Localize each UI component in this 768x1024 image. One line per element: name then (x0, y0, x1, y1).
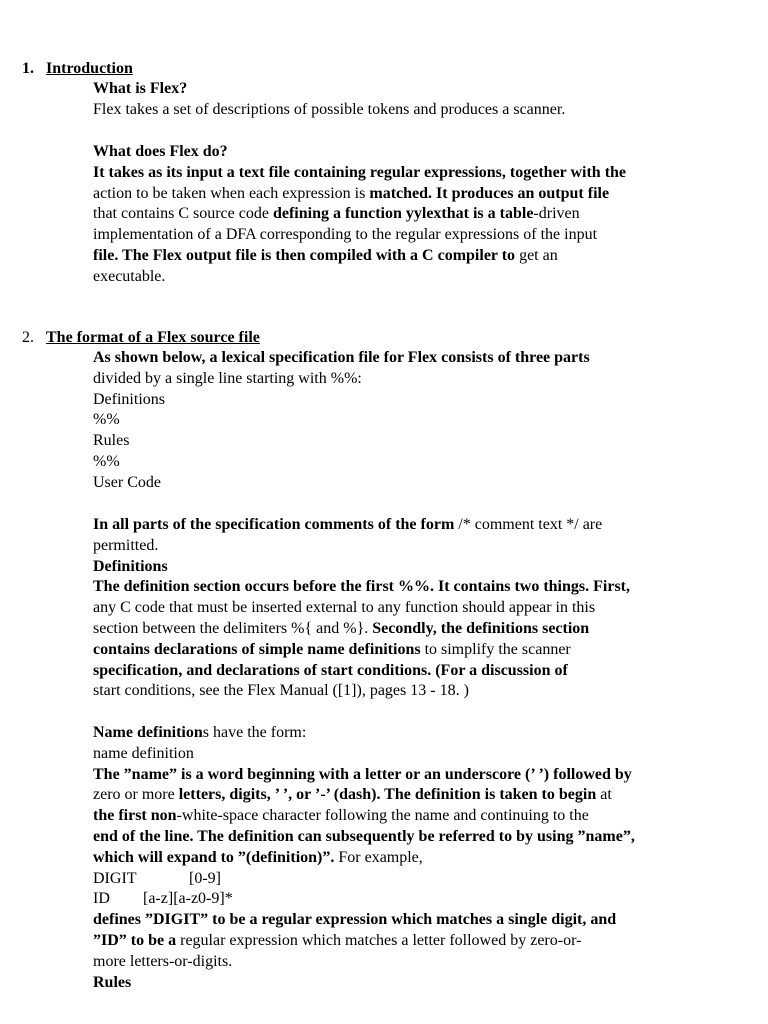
paragraph-line (93, 640, 693, 661)
text-run: file. The Flex output file is then compiled with a C compiler to (93, 246, 520, 264)
paragraph-line (93, 806, 693, 827)
text-run: executable. (93, 267, 166, 285)
paragraph-line (93, 744, 693, 765)
paragraph-line (93, 246, 693, 267)
paragraph-line (93, 431, 693, 452)
text-run: %% (93, 411, 120, 429)
paragraph-line (93, 785, 693, 806)
format-intro-block (93, 348, 693, 494)
definitions-heading: Definitions (93, 557, 168, 575)
what-does-flex-block (93, 142, 693, 288)
text-run: contains declarations of simple name definitions (93, 640, 425, 658)
text-run: specification, and declarations of start conditions. (For a discussion of (93, 661, 568, 679)
text-run: get an (519, 246, 558, 264)
text-run: zero or more (93, 786, 179, 804)
paragraph-line (93, 723, 693, 744)
section-1-title: Introduction (46, 60, 133, 77)
text-run: start conditions, see the Flex Manual ([1]), pages 13 - 18. ) (93, 682, 469, 700)
text-run: any C code that must be inserted external to any function should appear in this (93, 599, 596, 617)
text-run: regular expression which matches a letter followed by zero-or- (180, 931, 582, 949)
text-run: The definition section occurs before the first %%. It contains two things. First, (93, 578, 630, 596)
text-run: which will expand to ”(definition)”. (93, 848, 339, 866)
text-run: Definitions (93, 390, 165, 408)
section-2-number: 2. (22, 329, 34, 346)
text-run: In all parts of the specification comments of the form (93, 516, 459, 533)
paragraph-line (93, 163, 693, 184)
paragraph-line (93, 225, 693, 246)
paragraph-line (93, 184, 693, 205)
example-definition: [a-z][a-z0-9]* (143, 890, 233, 908)
paragraph-line (93, 619, 693, 640)
paragraph-line (93, 515, 693, 536)
text-run: to simplify the scanner (424, 640, 571, 658)
name-definitions-block (93, 723, 693, 993)
example-name: ID (93, 890, 110, 908)
text-run: -white-space character following the name and continuing to the (176, 807, 589, 825)
text-run: Secondly, the definitions section (372, 619, 590, 637)
paragraph-line (93, 931, 693, 952)
example-name: DIGIT (93, 869, 137, 887)
text-run: As shown below, a lexical specification file for Flex consists of three parts (93, 349, 590, 366)
what-is-flex-text: Flex takes a set of descriptions of possible tokens and produces a scanner. (93, 100, 566, 118)
section-2-heading (22, 328, 260, 349)
text-run: /* comment text */ are (458, 516, 603, 533)
text-run: divided by a single line starting with %%: (93, 369, 362, 387)
what-does-flex-heading: What does Flex do? (93, 143, 228, 160)
text-run: that contains C source code (93, 205, 273, 223)
text-run: ”ID” to be a (93, 931, 181, 949)
text-run: section between the delimiters %{ and %}. (93, 619, 373, 637)
text-run: -driven (533, 205, 580, 223)
section-1-heading (22, 59, 133, 80)
text-run: %% (93, 452, 120, 470)
text-run: s have the form: (202, 724, 307, 741)
text-run: For example, (338, 848, 423, 866)
paragraph-line (93, 473, 693, 494)
example-line (93, 889, 693, 910)
text-run: permitted. (93, 536, 159, 554)
text-run: name definition (93, 744, 194, 762)
section-2-title: The format of a Flex source file (46, 329, 260, 346)
text-run: implementation of a DFA corresponding to the regular expressions of the input (93, 226, 598, 244)
paragraph-line (93, 267, 693, 288)
example-line (93, 869, 693, 890)
paragraph-line (93, 661, 693, 682)
text-run: Rules (93, 432, 130, 450)
text-run: the first non (93, 807, 177, 825)
text-run: It takes as its input a text file containing regular expressions, together with the (93, 163, 627, 181)
paragraph-line (93, 910, 693, 931)
paragraph-line (93, 681, 693, 702)
text-run: at (600, 786, 612, 804)
paragraph-line (93, 848, 693, 869)
text-run: action to be taken when each expression is (93, 184, 370, 202)
text-run: User Code (93, 473, 161, 491)
text-run: defines ”DIGIT” to be a regular expression which matches a single digit, and (93, 911, 617, 929)
what-is-flex-block (93, 79, 693, 121)
paragraph-line (93, 598, 693, 619)
text-run: The ”name” is a word beginning with a letter or an underscore (’ ’) followed by (93, 765, 632, 783)
paragraph-line (93, 952, 693, 973)
what-is-flex-heading: What is Flex? (93, 80, 188, 97)
paragraph-line (93, 452, 693, 473)
text-run: defining a function yylexthat is a table (272, 205, 534, 223)
text-run: more letters-or-digits. (93, 952, 233, 970)
rules-heading: Rules (93, 973, 132, 991)
paragraph-line (93, 536, 693, 557)
paragraph-line (93, 204, 693, 225)
paragraph-line (93, 827, 693, 848)
text-run: letters, digits, ’ ’, or ’-’ (dash). The definition is taken to begin (178, 786, 601, 804)
paragraph-line (93, 390, 693, 411)
paragraph-line (93, 765, 693, 786)
example-definition: [0-9] (189, 869, 221, 887)
paragraph-line (93, 577, 693, 598)
comments-block (93, 515, 693, 702)
what-does-flex-paragraph (93, 163, 693, 288)
section-1-number: 1. (22, 60, 34, 77)
text-run: matched. It produces an output file (369, 184, 610, 202)
text-run: Name definition (93, 724, 203, 741)
text-run: end of the line. The definition can subsequently be referred to by using ”name”, (93, 827, 635, 845)
paragraph-line (93, 369, 693, 390)
paragraph-line (93, 410, 693, 431)
paragraph-line (93, 348, 693, 369)
